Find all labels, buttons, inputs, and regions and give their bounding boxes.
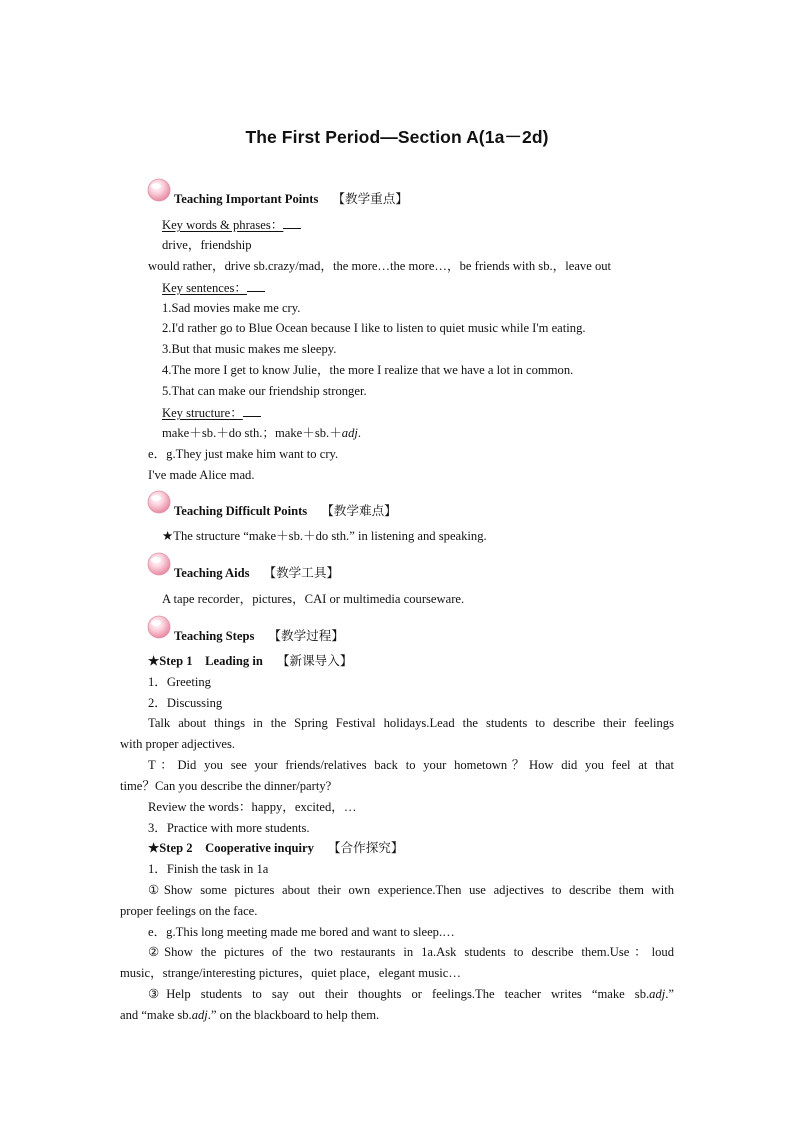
step-cn: 【合作探究】 [327, 840, 404, 855]
section-heading-aids [174, 565, 339, 581]
heading-cn: 【教学重点】 [332, 191, 408, 206]
paragraph-line: proper feelings on the face. [120, 904, 258, 918]
step-item: 2．Discussing [148, 696, 223, 710]
paragraph-line: ②Show the pictures of the two restaurants in 1a.Ask students to describe them.Use：loud [148, 945, 674, 959]
adj-italic: adj [649, 987, 666, 1001]
key-words-line2: would rather，drive sb.crazy/mad，the more…the more…，be friends with sb.，leave out [148, 259, 612, 273]
pink-bubble-icon [146, 177, 172, 203]
pink-bubble-icon [146, 614, 172, 640]
step-title-text: ★Step 1 Leading in [148, 654, 263, 668]
step-cn: 【新课导入】 [276, 653, 353, 668]
text-part: and “make sb. [120, 1008, 192, 1022]
structure-end: . [357, 426, 362, 440]
step-item: 1．Finish the task in 1a [148, 862, 269, 876]
section-heading-steps [174, 628, 344, 644]
heading-text: Teaching Difficult Points [174, 504, 308, 518]
example-line: I've made Alice mad. [148, 468, 255, 482]
sentence-item: 2.I'd rather go to Blue Ocean because I like to listen to quiet music while I'm eating. [162, 321, 586, 335]
text-part: .” [665, 987, 674, 1001]
paragraph-line: time？Can you describe the dinner/party? [120, 779, 332, 793]
step-title-text: ★Step 2 Cooperative inquiry [148, 841, 314, 855]
pink-bubble-icon [146, 489, 172, 515]
paragraph-line [148, 986, 674, 1002]
heading-cn: 【教学过程】 [268, 628, 344, 643]
structure-adj: adj [341, 426, 358, 440]
sentence-item: 1.Sad movies make me cry. [162, 301, 301, 315]
text-part: .” on the blackboard to help them. [207, 1008, 380, 1022]
paragraph-line: with proper adjectives. [120, 737, 236, 751]
structure-text: make＋sb.＋do sth.；make＋sb.＋ [162, 426, 342, 440]
pink-bubble-icon [146, 551, 172, 577]
paragraph-line: Talk about things in the Spring Festival holidays.Lead the students to describe their feelings [148, 716, 674, 730]
sentence-item: 4.The more I get to know Julie，the more I realize that we have a lot in common. [162, 363, 574, 377]
sentence-item: 3.But that music makes me sleepy. [162, 342, 337, 356]
paragraph-line: e．g.This long meeting made me bored and want to sleep.… [148, 925, 455, 939]
heading-text: Teaching Steps [174, 629, 255, 643]
heading-cn: 【教学工具】 [263, 565, 340, 580]
label-text: Key words & phrases： [162, 218, 284, 232]
step1-title [148, 653, 352, 669]
paragraph-line [120, 1007, 379, 1023]
key-words-line1: drive，friendship [162, 238, 252, 252]
sentence-item: 5.That can make our friendship stronger. [162, 384, 367, 398]
page-title: The First Period—Section A(1a－2d) [245, 127, 549, 147]
key-structure-label [162, 404, 261, 421]
difficult-text: ★The structure “make＋sb.＋do sth.” in listening and speaking. [162, 529, 487, 543]
aids-text: A tape recorder，pictures，CAI or multimedia courseware. [162, 592, 465, 606]
step-item: 1．Greeting [148, 675, 211, 689]
heading-cn: 【教学难点】 [321, 503, 397, 518]
label-text: Key structure： [162, 406, 243, 420]
paragraph-line: Review the words：happy，excited，… [148, 800, 357, 814]
example-line: e．g.They just make him want to cry. [148, 447, 339, 461]
adj-italic: adj [191, 1008, 208, 1022]
paragraph-line: music，strange/interesting pictures，quiet place，elegant music… [120, 966, 461, 980]
section-heading-important [174, 191, 408, 207]
heading-text: Teaching Important Points [174, 192, 319, 206]
text-part: ③Help students to say out their thoughts or feelings.The teacher writes “make sb. [148, 987, 650, 1001]
step-item: 3．Practice with more students. [148, 821, 310, 835]
section-heading-difficult [174, 503, 397, 519]
paragraph-line: ①Show some pictures about their own experience.Then use adjectives to describe them with [148, 883, 674, 897]
paragraph-line: T：Did you see your friends/relatives back to your hometown？How did you feel at that [148, 758, 674, 772]
key-sentences-label [162, 279, 265, 296]
key-words-label [162, 216, 301, 233]
structure-line [162, 425, 361, 441]
label-text: Key sentences： [162, 281, 247, 295]
heading-text: Teaching Aids [174, 566, 250, 580]
step2-title [148, 840, 403, 856]
